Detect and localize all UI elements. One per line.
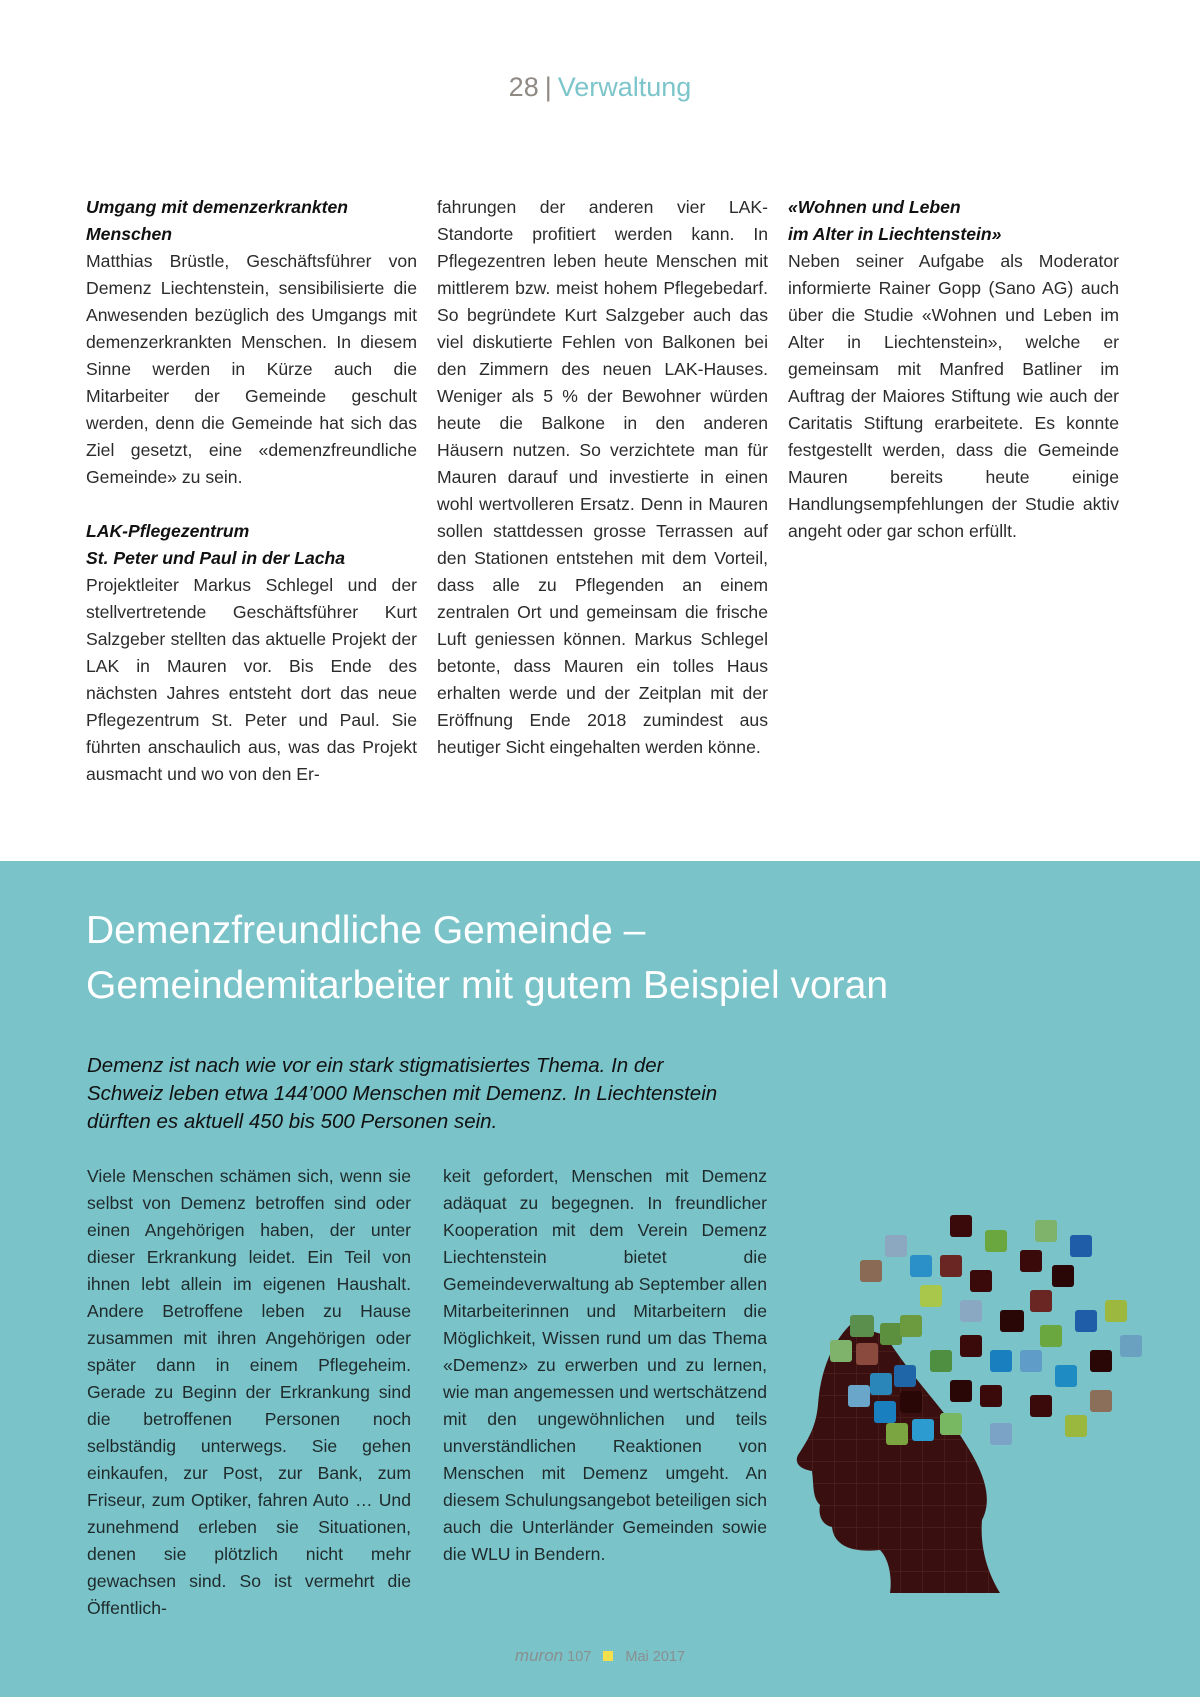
heading-wohnen <box>788 194 1119 248</box>
paragraph-dementia: Matthias Brüstle, Geschäftsführer von Demenz Liechtenstein, sensibilisierte die Anwesenden bezüglich des Umgangs mit demenzerkrankten Menschen. In diesem Sinne werden in Kürze auch die Mitarbeiter der Gemeinde geschult werden, denn die Gemeinde hat sich das Ziel gesetzt, eine «demenzfreundliche Gemeinde» zu sein. <box>86 251 417 487</box>
lead-line: dürften es aktuell 450 bis 500 Personen sein. <box>87 1110 498 1133</box>
heading-line: «Wohnen und Leben <box>788 197 961 217</box>
heading-line: Menschen <box>86 224 173 244</box>
feature-column-2: keit gefordert, Menschen mit Demenz adäquat zu begegnen. In freundlicher Kooperation mit dem Verein Demenz Liechtenstein bietet die Gemeindeverwaltung ab September allen Mitarbeiterinnen und Mitarbeitern die Möglichkeit, Wissen rund um das Thema «Demenz» zu erwerben und zu lernen, wie man angemessen und wertschätzend mit den ungewöhnlichen und teils unverständlichen Reaktionen von Menschen mit Demenz umgeht. An diesem Schulungsangebot beteiligen sich auch die Unterländer Gemeinden sowie die WLU in Bendern. <box>443 1166 767 1564</box>
paragraph-wohnen: Neben seiner Aufgabe als Moderator informierte Rainer Gopp (Sano AG) auch über die Studie «Wohnen und Leben im Alter in Liechtenstein», welche er gemeinsam mit Manfred Batliner im Auftrag der Maiores Stiftung wie auch der Caritatis Stiftung erarbeitete. Es konnte festgestellt werden, dass die Gemeinde Mauren bereits heute einige Handlungsempfehlungen der Studie aktiv angeht oder gar schon erfüllt. <box>788 251 1119 541</box>
puzzle-pieces-icon <box>830 1215 1142 1445</box>
paragraph-lak-continued: fahrungen der anderen vier LAK-Standorte profitiert werden kann. In Pflegezentren leben heute Menschen mit mittlerem bzw. meist hohem Pflegebedarf. So begründete Kurt Salzgeber auch das viel diskutierte Fehlen von Balkonen bei den Zimmern des neuen LAK-Hauses. Weniger als 5 % der Bewohner würden heute die Balkone in den anderen Häusern nutzen. So verzichtete man für Mauren darauf und investierte in einen wohl wertvolleren Ersatz. Denn in Mauren sollen stattdessen grosse Terrassen auf den Stationen entstehen mit dem Vorteil, dass alle zu Pflegenden an einem zentralen Ort und gemeinsam die frische Luft geniessen können. Markus Schlegel betonte, dass Mauren ein tolles Haus erhalten werde und der Zeitplan mit der Eröffnung Ende 2018 zumindest aus heutiger Sicht eingehalten werden könne. <box>437 197 768 757</box>
feature-lead <box>87 1052 787 1136</box>
heading-line: LAK-Pflegezentrum <box>86 521 250 541</box>
paragraph-lak: Projektleiter Markus Schlegel und der stellvertretende Geschäftsführer Kurt Salzgeber stellten das aktuelle Projekt der LAK in Mauren vor. Bis Ende des nächsten Jahres entsteht dort das neue Pflegezentrum St. Peter und Paul. Sie führten anschaulich aus, was das Projekt ausmacht und wo von den Er- <box>86 575 417 784</box>
magazine-name: muron <box>514 1646 564 1665</box>
article-column-3 <box>788 194 1119 545</box>
lead-line: Demenz ist nach wie vor ein stark stigmatisiertes Thema. In der <box>87 1054 664 1077</box>
page-number: 28 <box>508 72 539 102</box>
lead-line: Schweiz leben etwa 144’000 Menschen mit Demenz. In Liechtenstein <box>87 1082 718 1105</box>
footer-marker-icon <box>603 1651 613 1661</box>
heading-line: im Alter in Liechtenstein» <box>788 224 1002 244</box>
issue-date: Mai 2017 <box>625 1649 686 1665</box>
section-name: Verwaltung <box>557 72 692 102</box>
page-footer <box>0 1646 1200 1666</box>
feature-column-1: Viele Menschen schämen sich, wenn sie selbst von Demenz betroffen sind oder einen Angehörigen haben, der unter dieser Erkrankung leidet. Ein Teil von ihnen lebt allein im eigenen Haushalt. Andere Betroffene leben zu Hause zusammen mit ihren Angehörigen oder später dann in einem Pflegeheim. Gerade zu Beginn der Erkrankung sind die betroffenen Personen noch selbständig unterwegs. Sie gehen einkaufen, zur Post, zur Bank, zum Friseur, zum Optiker, fahren Auto … Und zunehmend erleben sie Situationen, denen sie plötzlich nicht mehr gewachsen sind. So ist vermehrt die Öffentlich- <box>87 1166 411 1618</box>
heading-line: Umgang mit demenzerkrankten <box>86 197 349 217</box>
header-separator: | <box>544 72 552 102</box>
feature-title <box>86 903 1126 1013</box>
puzzle-head-illustration <box>790 1175 1160 1595</box>
title-line: Gemeindemitarbeiter mit gutem Beispiel voran <box>86 964 889 1007</box>
heading-lak <box>86 518 417 572</box>
page-header <box>0 72 1200 103</box>
title-line: Demenzfreundliche Gemeinde – <box>86 909 646 952</box>
article-column-1 <box>86 194 417 788</box>
article-column-2 <box>437 194 768 761</box>
heading-line: St. Peter und Paul in der Lacha <box>86 548 346 568</box>
issue-number: 107 <box>567 1649 592 1665</box>
heading-dementia <box>86 194 417 248</box>
